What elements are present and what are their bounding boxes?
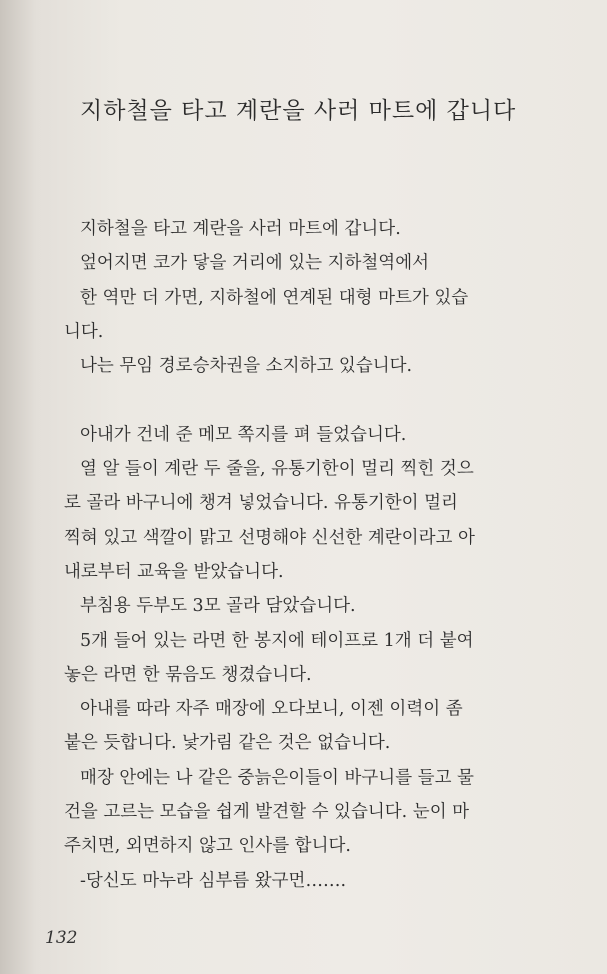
body-text bbox=[64, 212, 564, 898]
text-line: 붙은 듯합니다. 낯가림 같은 것은 없습니다. bbox=[64, 733, 391, 754]
text-line: 주치면, 외면하지 않고 인사를 합니다. bbox=[64, 836, 351, 857]
text-line: 한 역만 더 가면, 지하철에 연계된 대형 마트가 있습 bbox=[80, 287, 469, 308]
text-line: 니다. bbox=[64, 321, 104, 342]
text-line: -당신도 마누라 심부름 왔구먼……. bbox=[80, 870, 347, 891]
text-line: 매장 안에는 나 같은 중늙은이들이 바구니를 들고 물 bbox=[80, 767, 474, 788]
blank-line bbox=[64, 383, 564, 417]
text-line: 놓은 라면 한 묶음도 챙겼습니다. bbox=[64, 664, 312, 685]
chapter-title: 지하철을 타고 계란을 사러 마트에 갑니다 bbox=[80, 98, 517, 124]
text-line: 아내를 따라 자주 매장에 오다보니, 이젠 이력이 좀 bbox=[80, 699, 463, 720]
page-number: 132 bbox=[45, 928, 78, 948]
text-line: 찍혀 있고 색깔이 맑고 선명해야 신선한 계란이라고 아 bbox=[64, 527, 475, 548]
text-line: 로 골라 바구니에 챙겨 넣었습니다. 유통기한이 멀리 bbox=[64, 493, 458, 514]
text-line: 나는 무임 경로승차권을 소지하고 있습니다. bbox=[80, 356, 413, 377]
text-line: 부침용 두부도 3모 골라 담았습니다. bbox=[80, 596, 356, 617]
text-line: 건을 고르는 모습을 쉽게 발견할 수 있습니다. 눈이 마 bbox=[64, 802, 470, 823]
text-line: 지하철을 타고 계란을 사러 마트에 갑니다. bbox=[80, 219, 401, 239]
text-line: 엎어지면 코가 닿을 거리에 있는 지하철역에서 bbox=[80, 253, 430, 274]
text-line: 내로부터 교육을 받았습니다. bbox=[64, 561, 284, 582]
text-line: 열 알 들이 계란 두 줄을, 유통기한이 멀리 찍힌 것으 bbox=[80, 459, 474, 480]
text-line: 아내가 건네 준 메모 쪽지를 펴 들었습니다. bbox=[80, 424, 407, 445]
text-line: 5개 들어 있는 라면 한 봉지에 테이프로 1개 더 붙여 bbox=[80, 630, 474, 651]
